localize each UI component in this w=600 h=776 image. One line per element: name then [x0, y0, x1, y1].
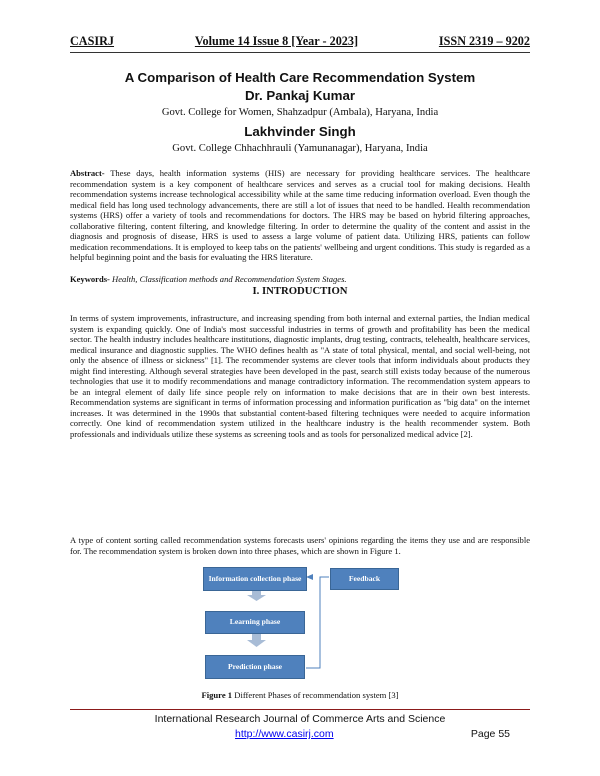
arrow-down-2	[247, 634, 266, 647]
section-heading: I. INTRODUCTION	[252, 285, 348, 297]
affiliation-1: Govt. College for Women, Shahzadpur (Ambala), Haryana, India	[161, 107, 439, 118]
issn: ISSN 2319 – 9202	[438, 34, 530, 48]
keywords-label: Keywords-	[70, 274, 110, 284]
figure-caption-label: Figure 1	[201, 690, 233, 700]
author-2: Lakhvinder Singh	[244, 124, 356, 139]
volume-info: Volume 14 Issue 8 [Year - 2023]	[194, 34, 359, 48]
abstract-text: These days, health information systems (HIS) are necessary for providing healthcare services. The healthcare recommendation system is a key component of healthcare services and serves as a crucial tool for making decisions. Health recommendation systems increase technological accessibility while at the same time reducing information overload. Even though the medical field has long used technology advancements, there are still a lot of issues that need to be handled. Health recommendation systems (HRS) offer a variety of tools and recommendations for doctors. The HRS may be based on hybrid filtering approaches, collaborative filtering, content filtering, and knowledge filtering. In order to determine the quality of the content and assist in the diagnosis and prognosis of disease, HRS is used to assess a large volume of patient data. Utilizing HRS, patients can follow medication recommendations. It is employed to keep tabs on the patients' wellbeing and urgent conditions. This study is regarded as a helpful beginning point and the basis for evaluating the HRS literature.	[70, 168, 530, 263]
intro-paragraph-2: A type of content sorting called recommendation systems forecasts users' opinions regarding the items they use and are responsible for. The recommendation system is broken down into three phases, which are shown in Figure 1.	[70, 535, 530, 556]
footer-rule	[70, 709, 530, 710]
running-header	[70, 34, 530, 49]
header-rule	[70, 52, 530, 53]
figure-caption-text: Different Phases of recommendation system [3]	[232, 690, 399, 700]
paper-title: A Comparison of Health Care Recommendation System	[124, 70, 476, 85]
figure-caption	[70, 690, 530, 700]
intro-paragraph-1: In terms of system improvements, infrastructure, and increasing spending from both internal and external parties, the Indian medical system is expanding quickly. One of India's most successful industries in terms of growth and profitability has been the medical sector. The health industry includes healthcare institutions, diagnostic implants, drug testing, contracts, telehealth, healthcare services, medical insurance and diagnostic supplies. The WHO defines health as "A state of total physical, mental, and social well-being, not only the absence of illness or sickness" [1]. The recommender systems are clever tools that inform individuals about products they might find interesting. Although several strategies have been developed in the past, search still exists today because of the numerous technologies that use it to modify recommendations and manage contradictory information. The recommendation system appears to be an integral element of daily life since people rely on information to make decisions that are in their own best interests. Recommendation systems are significant in terms of information processing and information purification as "big data" on the internet increases. It was determined in the 1990s that substantial content-based filtering techniques were needed to acquire information correctly. One kind of recommendation system utilized in the healthcare industry is the health recommender system. Both professionals and individuals utilize these systems as screening tools and as tools for personalized medical advice [2].	[70, 313, 530, 440]
affiliation-2: Govt. College Chhachhrauli (Yamunanagar), Haryana, India	[172, 143, 428, 154]
footer-journal: International Research Journal of Commerce Arts and Science	[154, 713, 446, 725]
learning-phase-box: Learning phase	[205, 611, 305, 634]
prediction-phase-box: Prediction phase	[205, 655, 305, 679]
feedback-loop-line	[306, 577, 329, 668]
abstract-label: Abstract-	[70, 168, 105, 178]
journal-abbrev: CASIRJ	[70, 34, 115, 48]
page-number: Page 55	[470, 728, 510, 740]
abstract	[70, 168, 530, 263]
feedback-box: Feedback	[330, 568, 399, 590]
author-1: Dr. Pankaj Kumar	[244, 88, 356, 103]
information-collection-box: Information collection phase	[203, 567, 307, 591]
keywords	[70, 274, 530, 285]
arrow-down-1	[247, 590, 266, 601]
keywords-text: Health, Classification methods and Recommendation System Stages.	[109, 274, 347, 284]
journal-url-link[interactable]: http://www.casirj.com	[235, 728, 334, 740]
feedback-arrowhead	[306, 574, 313, 580]
